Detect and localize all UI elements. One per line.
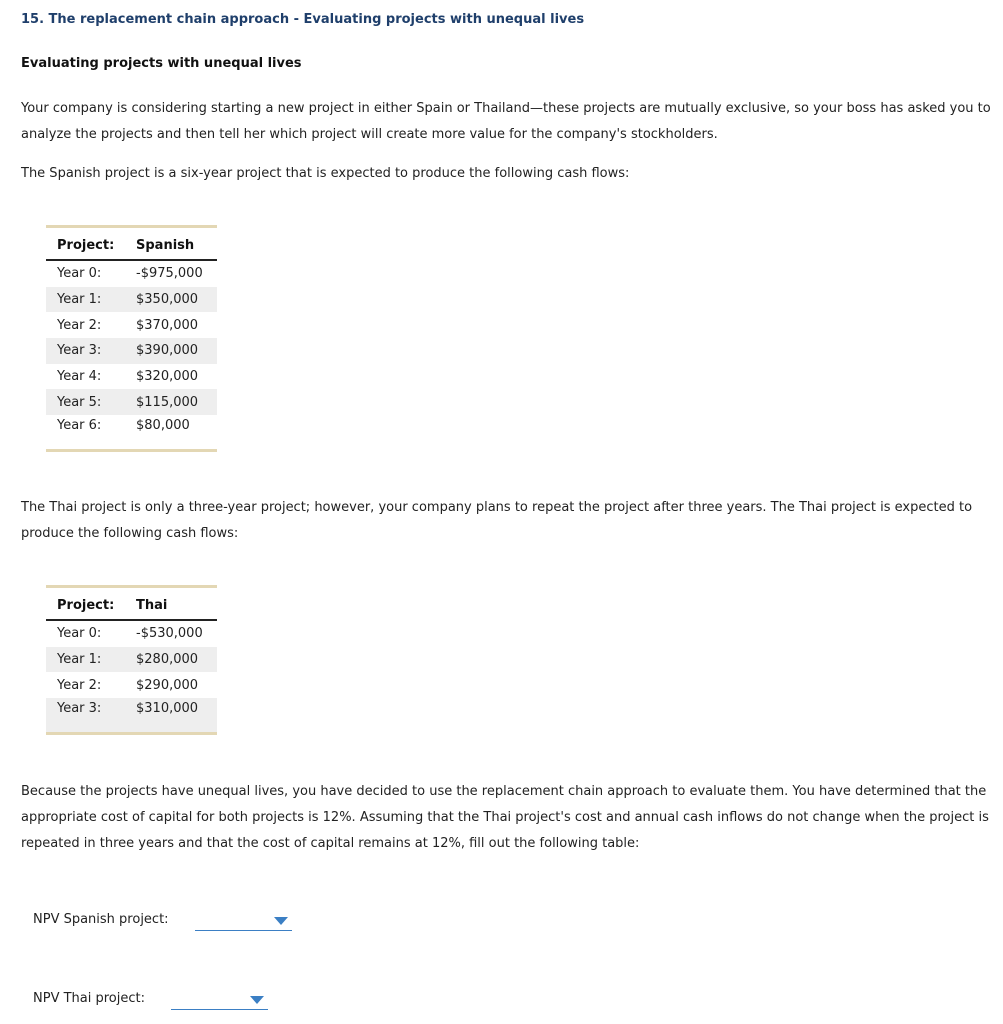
thai-intro-paragraph: The Thai project is only a three-year project; however, your company plans to repeat the project after three years. The Thai project is expected to produce the following cash flows: — [21, 500, 973, 541]
question-title: 15. The replacement chain approach - Evaluating projects with unequal lives — [21, 12, 585, 27]
year-label: Year 4: — [57, 369, 102, 385]
cash-flow-value: -$975,000 — [136, 266, 203, 282]
table-row — [46, 312, 217, 338]
cash-flow-value: $80,000 — [136, 418, 190, 434]
thai-cash-flow-table — [46, 585, 217, 735]
year-label: Year 5: — [46, 389, 125, 415]
npv-spanish-label: NPV Spanish project: — [33, 912, 169, 927]
npv-thai-label: NPV Thai project: — [33, 991, 145, 1006]
spanish-cash-flow-table — [46, 225, 217, 452]
table-row — [46, 647, 217, 673]
cash-flow-value: $290,000 — [136, 677, 199, 693]
npv-spanish-dropdown[interactable] — [195, 912, 292, 931]
cash-flow-value: $280,000 — [125, 647, 217, 673]
spanish-intro-paragraph: The Spanish project is a six-year project that is expected to produce the following cash flows: — [21, 166, 630, 181]
year-label: Year 3: — [46, 698, 125, 734]
triangle-down-icon — [274, 917, 288, 925]
intro-paragraph: Your company is considering starting a new project in either Spain or Thailand—these projects are mutually exclusive, so your boss has asked you to analyze the projects and then tell her which project will create more value for the company's stockholders. — [21, 101, 991, 142]
table-row — [46, 698, 217, 734]
table-row — [46, 672, 217, 698]
table-row — [46, 415, 217, 451]
table-row — [46, 389, 217, 415]
year-label: Year 0: — [57, 626, 102, 642]
table-row — [46, 620, 217, 647]
cash-flow-value: $370,000 — [136, 317, 199, 333]
year-label: Year 2: — [57, 677, 102, 693]
year-label: Year 3: — [46, 338, 125, 364]
table-header-row — [46, 587, 217, 621]
table-row — [46, 364, 217, 390]
npv-thai-row — [33, 991, 145, 1006]
cash-flow-value: $310,000 — [125, 698, 217, 734]
cash-flow-value: $350,000 — [125, 287, 217, 313]
header-label: Project: — [57, 597, 115, 613]
table-row — [46, 287, 217, 313]
npv-thai-dropdown[interactable] — [171, 991, 268, 1010]
instructions-paragraph: Because the projects have unequal lives, you have decided to use the replacement chain approach to evaluate them. You have determined that the appropriate cost of capital for both projects is 12%. Assuming that the Thai project's cost and annual cash inflows do not change when the project is repeated in three years and that the cost of capital remains at 12%, fill out the following table: — [21, 784, 989, 851]
year-label: Year 0: — [57, 266, 102, 282]
header-value: Spanish — [136, 237, 195, 253]
cash-flow-value: $320,000 — [136, 369, 199, 385]
cash-flow-value: $115,000 — [125, 389, 217, 415]
table-row — [46, 338, 217, 364]
npv-spanish-row — [33, 912, 169, 927]
year-label: Year 1: — [46, 647, 125, 673]
header-label: Project: — [57, 237, 115, 253]
triangle-down-icon — [250, 996, 264, 1004]
year-label: Year 1: — [46, 287, 125, 313]
header-value: Thai — [136, 597, 168, 613]
table-header-row — [46, 227, 217, 261]
cash-flow-value: -$530,000 — [136, 626, 203, 642]
cash-flow-value: $390,000 — [125, 338, 217, 364]
year-label: Year 6: — [57, 418, 102, 434]
table-row — [46, 260, 217, 287]
section-subtitle: Evaluating projects with unequal lives — [21, 56, 302, 71]
year-label: Year 2: — [57, 317, 102, 333]
